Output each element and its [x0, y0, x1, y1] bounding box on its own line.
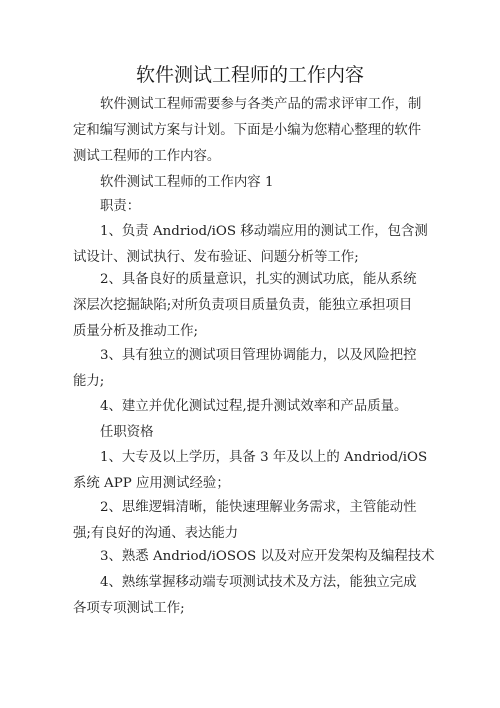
text-line: 软件测试工程师的工作内容 1	[100, 175, 274, 190]
text-line: 测试工程师的工作内容。	[73, 149, 221, 164]
text-line: 系统 APP 应用测试经验；	[73, 476, 230, 491]
text-line: 4、熟练掌握移动端专项测试技术及方法，能独立完成	[100, 575, 417, 590]
text-line: 能力;	[73, 374, 105, 389]
qualification-item-2	[73, 495, 433, 547]
text-line: 3、具有独立的测试项目管理协调能力，以及风险把控	[100, 348, 417, 363]
text-line: 2、思维逻辑清晰，能快速理解业务需求，主管能动性	[100, 500, 417, 515]
text-line: 软件测试工程师需要参与各类产品的需求评审工作，制	[100, 97, 422, 112]
text-line: 质量分析及推动工作;	[73, 324, 199, 339]
text-line: 强;有良好的沟通、表达能力	[73, 526, 239, 541]
intro-paragraph	[73, 92, 433, 170]
text-line: 4、建立并优化测试过程,提升测试效率和产品质量。	[100, 399, 408, 414]
text-line: 任职资格	[100, 425, 154, 440]
document-title: 软件测试工程师的工作内容	[135, 64, 364, 86]
text-line: 试设计、测试执行、发布验证、问题分析等工作;	[73, 250, 359, 265]
text-line: 3、熟悉 Andriod/iOSOS 以及对应开发架构及编程技术	[100, 549, 435, 564]
responsibility-item-2	[73, 267, 433, 345]
qualifications-heading	[73, 420, 433, 446]
text-line: 各项专项测试工作;	[73, 601, 185, 616]
text-line: 1、负责 Andriod/iOS 移动端应用的测试工作，包含测	[100, 224, 428, 239]
responsibilities-heading	[73, 194, 433, 220]
qualification-item-3	[73, 544, 433, 570]
responsibility-item-3	[73, 343, 433, 395]
text-line: 1、大专及以上学历，具备 3 年及以上的 Andriod/iOS	[100, 450, 428, 465]
text-line: 2、具备良好的质量意识，扎实的测试功底，能从系统	[100, 272, 417, 287]
text-line: 定和编写测试方案与计划。下面是小编为您精心整理的软件	[73, 123, 422, 138]
qualification-item-1	[73, 445, 433, 497]
text-line: 职责：	[100, 199, 141, 214]
responsibility-item-1	[73, 219, 433, 271]
qualification-item-4	[73, 570, 433, 622]
text-line: 深层次挖掘缺陷;对所负责项目质量负责，能独立承担项目	[73, 298, 413, 313]
section-heading	[73, 170, 433, 196]
responsibility-item-4	[73, 394, 433, 420]
